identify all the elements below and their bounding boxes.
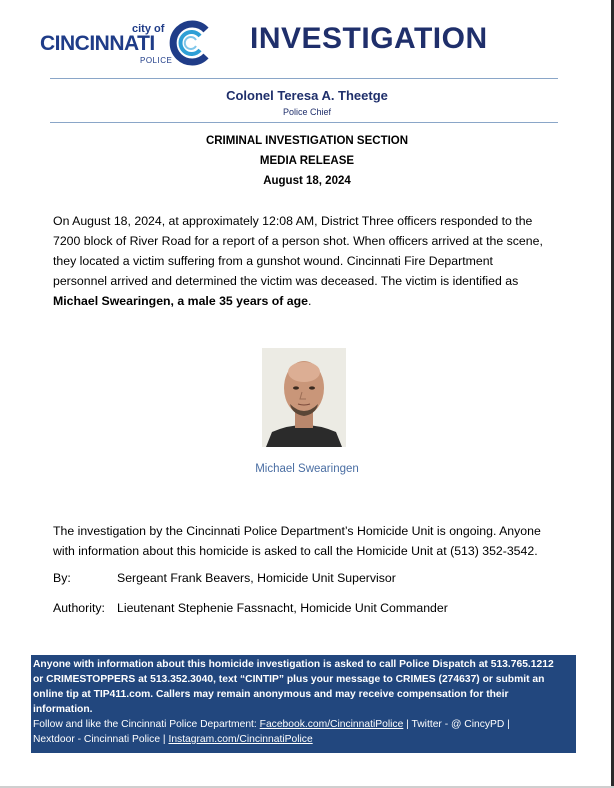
logo-police: POLICE bbox=[140, 56, 173, 65]
incident-line: personnel arrived and determined the victim was deceased. The victim is identified as bbox=[53, 274, 519, 288]
follow-text: Follow and like the Cincinnati Police Department: bbox=[33, 719, 260, 730]
by-row bbox=[53, 571, 396, 585]
tip-line: Anyone with information about this homicide investigation is asked to call Police Dispatch at 513.765.1212 bbox=[33, 659, 554, 670]
incident-line: they located a victim suffering from a gunshot wound. Cincinnati Fire Department bbox=[53, 254, 493, 268]
incident-line: On August 18, 2024, at approximately 12:08 AM, District Three officers responded to the bbox=[53, 214, 533, 228]
authority-row bbox=[53, 601, 448, 615]
instagram-link[interactable]: Instagram.com/CincinnatiPolice bbox=[168, 734, 313, 745]
by-label: By: bbox=[53, 571, 71, 585]
victim-photo bbox=[262, 348, 346, 447]
nextdoor-text: Nextdoor - Cincinnati Police | bbox=[33, 734, 169, 745]
authority-value: Lieutenant Stephenie Fassnacht, Homicide Unit Commander bbox=[117, 601, 448, 615]
authority-label: Authority: bbox=[53, 601, 105, 615]
tip-line: information. bbox=[33, 704, 93, 715]
tip-line: or CRIMESTOPPERS at 513.352.3040, text “CINTIP” plus your message to CRIMES (274637) or submit an bbox=[33, 674, 545, 685]
investigation-line: with information about this homicide is asked to call the Homicide Unit at (513) 352-3542. bbox=[53, 544, 538, 558]
page-title: INVESTIGATION bbox=[250, 22, 488, 55]
chief-title: Police Chief bbox=[282, 107, 332, 117]
tip-line: online tip at TIP411.com. Callers may remain anonymous and may receive compensation for their bbox=[33, 689, 509, 700]
section-title: CRIMINAL INVESTIGATION SECTION bbox=[205, 135, 409, 147]
header-divider bbox=[50, 78, 558, 79]
investigation-paragraph bbox=[53, 521, 573, 561]
victim-period: . bbox=[307, 294, 312, 308]
logo-city-of: city of bbox=[132, 23, 165, 35]
by-value: Sergeant Frank Beavers, Homicide Unit Supervisor bbox=[117, 571, 396, 585]
chief-divider bbox=[50, 122, 558, 123]
release-type: MEDIA RELEASE bbox=[259, 155, 355, 167]
release-date: August 18, 2024 bbox=[263, 175, 351, 187]
twitter-text: | Twitter - @ CincyPD | bbox=[403, 719, 510, 730]
cincinnati-police-logo bbox=[40, 18, 220, 70]
photo-caption: Michael Swearingen bbox=[255, 463, 359, 475]
logo-c-mark-icon bbox=[166, 18, 216, 68]
tip-info-box bbox=[31, 655, 576, 753]
investigation-line: The investigation by the Cincinnati Police Department’s Homicide Unit is ongoing. Anyone bbox=[53, 524, 541, 538]
facebook-link[interactable]: Facebook.com/CincinnatiPolice bbox=[259, 719, 404, 730]
logo-cincinnati: CINCINNATI bbox=[40, 32, 155, 55]
incident-line: 7200 block of River Road for a report of a person shot. When officers arrived at the scene, bbox=[53, 234, 543, 248]
chief-name: Colonel Teresa A. Theetge bbox=[226, 88, 388, 103]
incident-paragraph bbox=[53, 211, 573, 311]
victim-identity: Michael Swearingen, a male 35 years of age bbox=[53, 294, 308, 308]
